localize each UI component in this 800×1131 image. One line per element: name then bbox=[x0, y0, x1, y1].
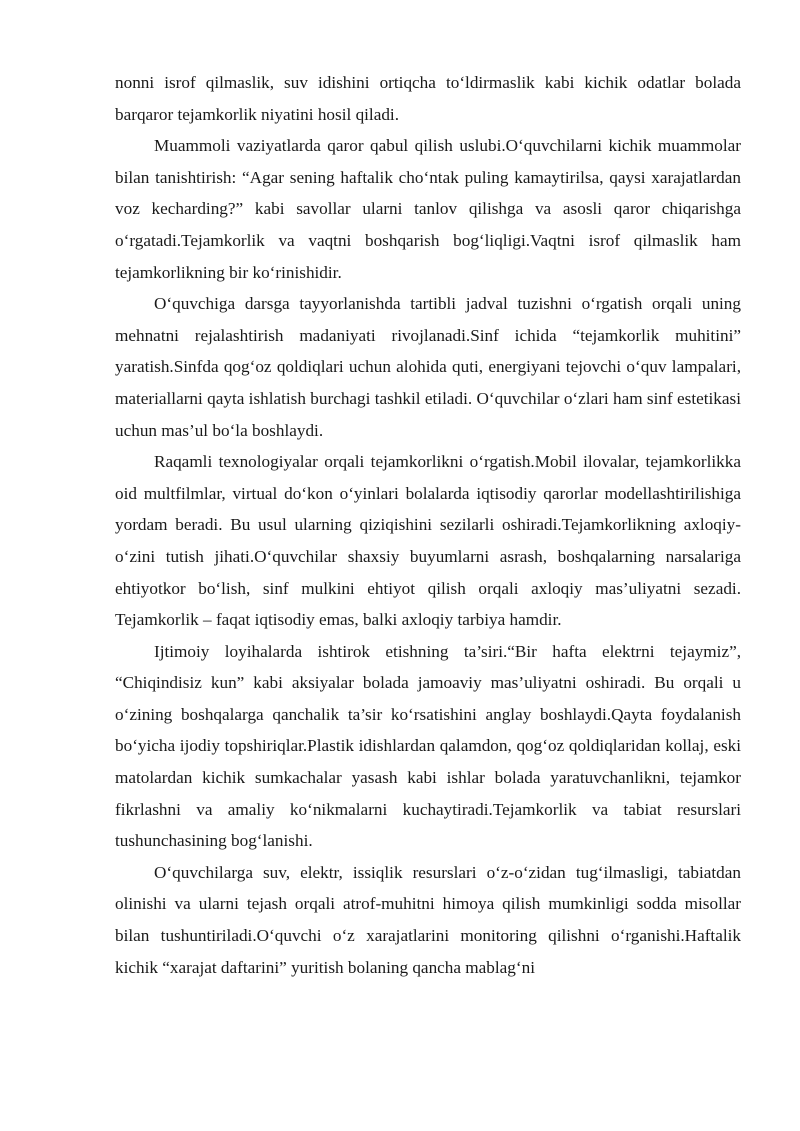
paragraph: Raqamli texnologiyalar orqali tejamkorlikni o‘rgatish.Mobil ilovalar, tejamkorlikka oid multfilmlar, virtual do‘kon o‘yinlari bolalarda iqtisodiy qarorlar modellashtirilishiga yordam beradi. Bu usul ularning qiziqishini sezilarli oshiradi.Tejamkorlikning axloqiy-o‘zini tutish jihati.O‘quvchilar shaxsiy buyumlarni asrash, boshqalarning narsalariga ehtiyotkor bo‘lish, sinf mulkini ehtiyot qilish orqali axloqiy mas’uliyatni sezadi. Tejamkorlik – faqat iqtisodiy emas, balki axloqiy tarbiya hamdir. bbox=[115, 452, 741, 630]
paragraph: O‘quvchilarga suv, elektr, issiqlik resurslari o‘z-o‘zidan tug‘ilmasligi, tabiatdan olinishi va ularni tejash orqali atrof-muhitni himoya qilish mumkinligi sodda misollar bilan tushuntiriladi.O‘quvchi o‘z xarajatlarini monitoring qilishni o‘rganishi.Haftalik kichik “xarajat daftarini” yuritish bolaning qancha mablag‘ni bbox=[115, 862, 741, 977]
body-text bbox=[115, 67, 741, 983]
paragraph: O‘quvchiga darsga tayyorlanishda tartibli jadval tuzishni o‘rgatish orqali uning mehnatni rejalashtirish madaniyati rivojlanadi.Sinf ichida “tejamkorlik muhitini” yaratish.Sinfda qog‘oz qoldiqlari uchun alohida quti, energiyani tejovchi o‘quv lampalari, materiallarni qayta ishlatish burchagi tashkil etiladi. O‘quvchilar o‘zlari ham sinf estetikasi uchun mas’ul bo‘la boshlaydi. bbox=[115, 294, 741, 440]
paragraph: nonni isrof qilmaslik, suv idishini ortiqcha to‘ldirmaslik kabi kichik odatlar bolada barqaror tejamkorlik niyatini hosil qiladi. bbox=[115, 73, 741, 124]
paragraph: Ijtimoiy loyihalarda ishtirok etishning ta’siri.“Bir hafta elektrni tejaymiz”, “Chiqindisiz kun” kabi aksiyalar bolada jamoaviy mas’uliyatni oshiradi. Bu orqali u o‘zining boshqalarga qanchalik ta’sir ko‘rsatishini anglay boshlaydi.Qayta foydalanish bo‘yicha ijodiy topshiriqlar.Plastik idishlardan qalamdon, qog‘oz qoldiqlaridan kollaj, eski matolardan kichik sumkachalar yasash kabi ishlar bolada yaratuvchanlikni, tejamkor fikrlashni va amaliy ko‘nikmalarni kuchaytiradi.Tejamkorlik va tabiat resurslari tushunchasining bog‘lanishi. bbox=[115, 641, 741, 851]
paragraph: Muammoli vaziyatlarda qaror qabul qilish uslubi.O‘quvchilarni kichik muammolar bilan tanishtirish: “Agar sening haftalik cho‘ntak puling kamaytirilsa, qaysi xarajatlardan voz kecharding?” kabi savollar ularni tanlov qilishga va asosli qaror chiqarishga o‘rgatadi.Tejamkorlik va vaqtni boshqarish bog‘liqligi.Vaqtni isrof qilmaslik ham tejamkorlikning bir ko‘rinishidir. bbox=[115, 136, 741, 282]
